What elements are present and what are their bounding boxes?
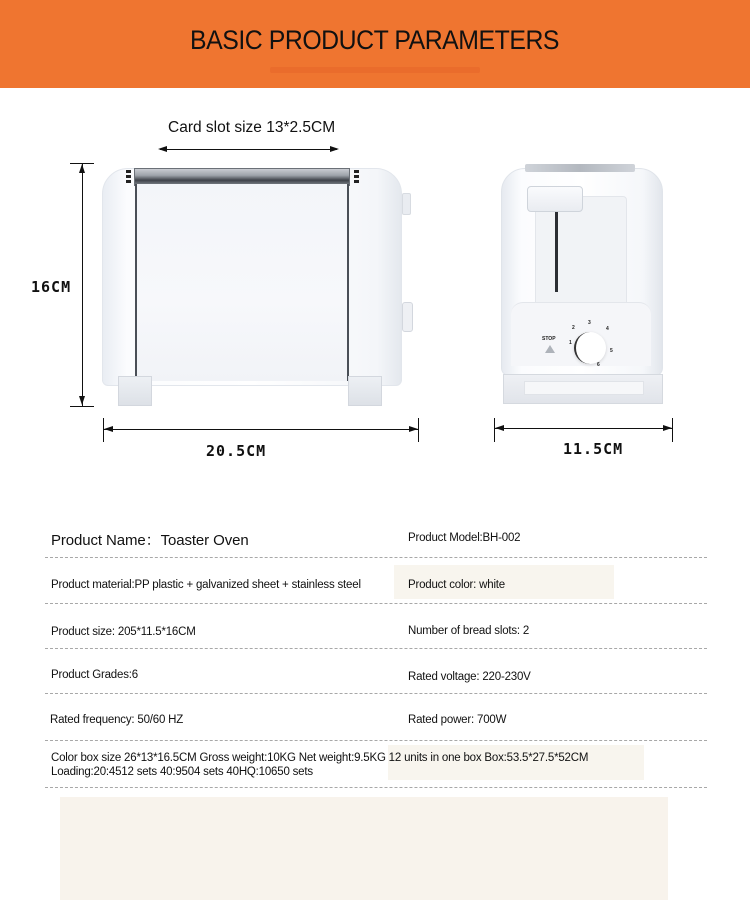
stop-triangle-icon — [545, 345, 555, 353]
width-cap-right — [418, 418, 419, 442]
browning-dial — [574, 332, 606, 364]
depth-dimension-line — [495, 428, 672, 429]
vent-icon — [126, 170, 132, 185]
height-cap-bottom — [70, 406, 94, 407]
arrow-right-icon — [409, 426, 418, 432]
toaster-front-image — [102, 160, 420, 410]
toaster-side-image — [497, 162, 669, 406]
arrow-right-icon — [330, 146, 339, 152]
header-banner — [0, 0, 750, 88]
slot-dimension-line — [160, 149, 337, 150]
arrow-right-icon — [663, 425, 672, 431]
spec-size: Product size: 205*11.5*16CM — [51, 626, 196, 638]
arrow-left-icon — [495, 425, 504, 431]
lever-recess — [535, 196, 627, 306]
lever-track — [555, 212, 558, 292]
width-dimension-line — [104, 429, 418, 430]
spec-material: Product material:PP plastic + galvanized sheet + stainless steel — [51, 579, 361, 591]
knob-side — [402, 302, 413, 332]
row-divider — [45, 693, 707, 694]
dial-label: 6 — [597, 362, 600, 368]
dial-label: 1 — [569, 340, 572, 346]
spec-product-name: Product Name：Toaster Oven — [51, 532, 249, 549]
banner-faint-subtitle — [270, 67, 480, 73]
dial-label: 4 — [606, 326, 609, 332]
spec-grades: Product Grades:6 — [51, 669, 138, 681]
height-dimension-line — [82, 164, 83, 406]
arrow-down-icon — [79, 396, 85, 405]
row-divider — [45, 787, 707, 788]
spec-voltage: Rated voltage: 220-230V — [408, 671, 531, 683]
toaster-base — [503, 374, 663, 404]
toaster-top-slot — [525, 164, 635, 172]
row-divider — [45, 603, 707, 604]
lever-side — [402, 193, 411, 215]
lever-handle — [527, 186, 583, 212]
row-divider — [45, 648, 707, 649]
spec-product-model: Product Model:BH-002 — [408, 532, 521, 544]
toaster-foot — [118, 376, 152, 406]
spec-packing-line2: Loading:20:4512 sets 40:9504 sets 40HQ:10650 sets — [51, 766, 313, 778]
slot-size-label: Card slot size 13*2.5CM — [168, 119, 336, 136]
dial-label: 2 — [572, 325, 575, 331]
row-divider — [45, 740, 707, 741]
arrow-left-icon — [158, 146, 167, 152]
toaster-foot — [348, 376, 382, 406]
spec-packing-line1: Color box size 26*13*16.5CM Gross weight:10KG Net weight:9.5KG 12 units in one box Box:53.5*27.5*52CM — [51, 752, 589, 764]
depth-label: 11.5CM — [563, 440, 624, 458]
vent-icon — [354, 170, 360, 185]
depth-cap-right — [672, 418, 673, 442]
page-title: BASIC PRODUCT PARAMETERS — [190, 24, 560, 55]
empty-content-box — [60, 797, 668, 900]
spec-bread-slots: Number of bread slots: 2 — [408, 625, 530, 637]
arrow-up-icon — [79, 164, 85, 173]
spec-color: Product color: white — [408, 579, 505, 591]
dial-label: 5 — [610, 348, 613, 354]
arrow-left-icon — [104, 426, 113, 432]
front-panel — [135, 184, 349, 381]
crumb-tray — [524, 381, 644, 395]
spec-frequency: Rated frequency: 50/60 HZ — [50, 714, 184, 726]
dial-label: 3 — [588, 320, 591, 326]
row-divider — [45, 557, 707, 558]
spec-power: Rated power: 700W — [408, 714, 507, 726]
width-label: 20.5CM — [206, 442, 267, 460]
stop-label: STOP — [542, 336, 556, 342]
height-label: 16CM — [31, 278, 72, 296]
